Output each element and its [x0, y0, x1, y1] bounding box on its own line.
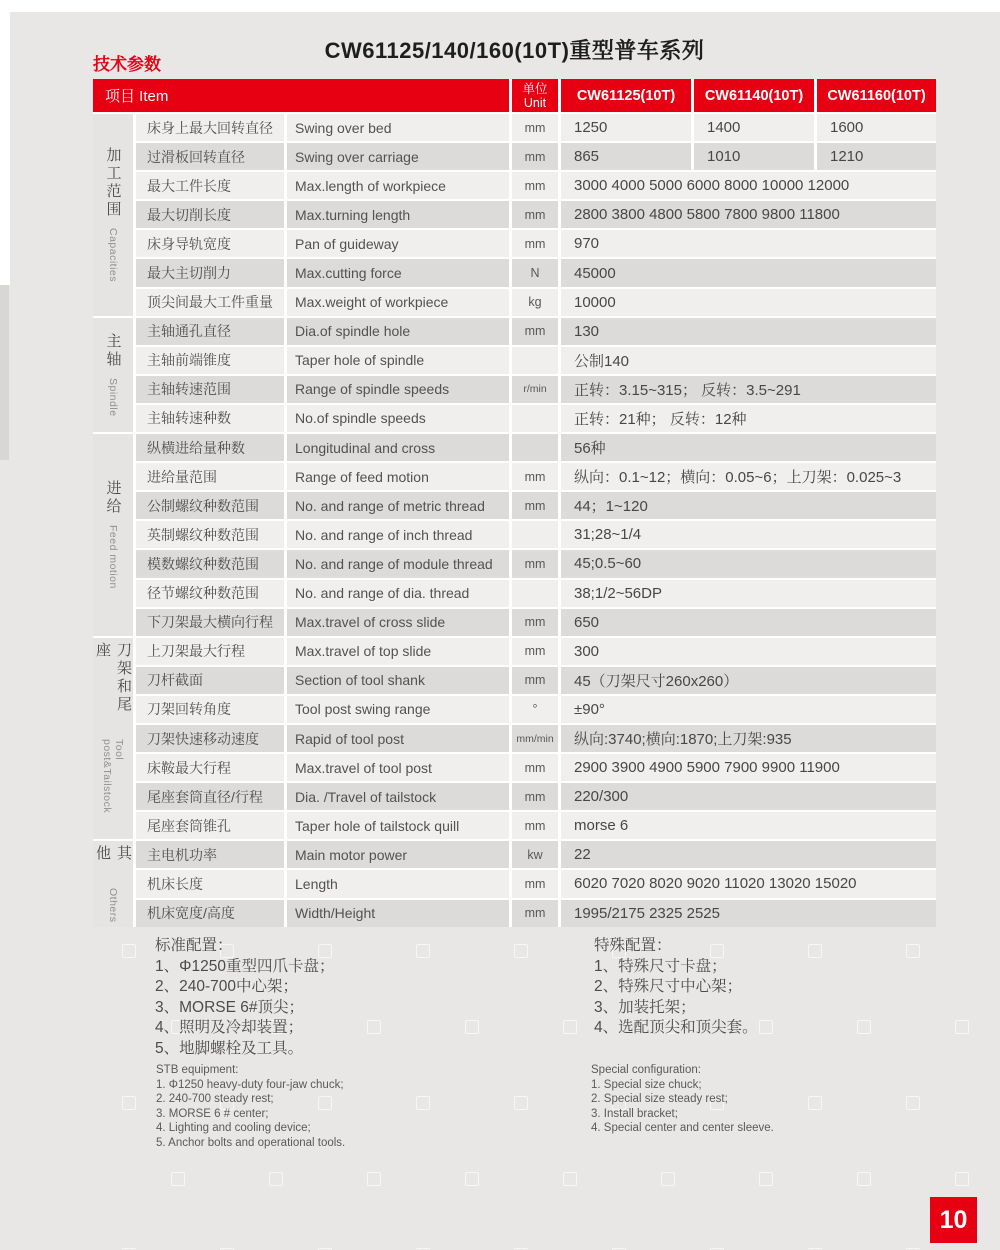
row-value: 6020 7020 8020 9020 11020 13020 15020	[561, 870, 936, 897]
row-unit: mm	[512, 754, 558, 781]
config-item: 3、加装托架；	[594, 998, 696, 1016]
group-label-en: Capacities	[107, 228, 119, 283]
row-unit: mm	[512, 143, 558, 170]
row-unit: mm	[512, 114, 558, 141]
config-item: 4. Lighting and cooling device;	[156, 1122, 311, 1134]
row-unit	[512, 405, 558, 432]
row-name-zh: 床身上最大回转直径	[136, 114, 284, 141]
table-header-unit-zh: 单位	[522, 81, 548, 96]
row-name-en: Rapid of tool post	[287, 725, 509, 752]
row-name-en: Taper hole of tailstock quill	[287, 812, 509, 839]
row-unit: kg	[512, 289, 558, 316]
watermark-square	[955, 1020, 969, 1034]
row-name-zh: 尾座套筒锥孔	[136, 812, 284, 839]
row-name-zh: 主轴转速种数	[136, 405, 284, 432]
watermark-square	[514, 944, 528, 958]
row-unit: mm	[512, 230, 558, 257]
row-unit: mm	[512, 667, 558, 694]
row-value: 1995/2175 2325 2525	[561, 900, 936, 927]
row-name-zh: 公制螺纹种数范围	[136, 492, 284, 519]
watermark-square	[367, 1020, 381, 1034]
group-label-en: Feed motion	[107, 525, 119, 590]
row-unit	[512, 434, 558, 461]
group-label-en: Tool post&Tailstock	[101, 738, 125, 813]
row-value: 45;0.5~60	[561, 550, 936, 577]
config-item: 5. Anchor bolts and operational tools.	[156, 1136, 346, 1149]
page-title: CW61125/140/160(10T)重型普车系列	[324, 38, 705, 63]
config-item: 4. Special center and center sleeve.	[591, 1122, 774, 1134]
row-value: ±90°	[561, 696, 936, 723]
watermark-square	[759, 1020, 773, 1034]
special-config-list-zh	[594, 936, 758, 1039]
row-unit: mm	[512, 550, 558, 577]
row-unit: mm	[512, 609, 558, 636]
page-number-badge: 10	[930, 1197, 977, 1243]
watermark-square	[906, 944, 920, 958]
row-name-zh: 机床宽度/高度	[136, 900, 284, 927]
standard-config-list-en	[156, 1063, 345, 1150]
model-column-header: CW61160(10T)	[817, 79, 936, 112]
table-header-unit	[512, 79, 558, 112]
config-item: 2、特殊尺寸中心架；	[594, 978, 743, 995]
row-value: 3000 4000 5000 6000 8000 10000 12000	[561, 172, 936, 199]
row-value: 公制140	[561, 347, 936, 374]
group-label-zh: 进给	[104, 480, 122, 517]
watermark-square	[857, 1172, 871, 1186]
config-item: 1、Φ1250重型四爪卡盘；	[155, 957, 335, 975]
config-item: 3. Install bracket;	[591, 1107, 678, 1120]
table-header-unit-en: Unit	[523, 95, 547, 110]
config-item: 2. Special size steady rest;	[591, 1093, 728, 1105]
row-unit: mm	[512, 783, 558, 810]
model-column-header: CW61125(10T)	[561, 79, 691, 112]
row-name-en: Range of spindle speeds	[287, 376, 509, 403]
row-name-zh: 刀杆截面	[136, 667, 284, 694]
row-name-en: No. and range of module thread	[287, 550, 509, 577]
group-label	[93, 841, 133, 926]
row-unit: mm	[512, 318, 558, 345]
row-name-en: No. and range of metric thread	[287, 492, 509, 519]
row-value: 300	[561, 638, 936, 665]
row-name-zh: 刀架回转角度	[136, 696, 284, 723]
row-unit: N	[512, 259, 558, 286]
spec-table	[93, 79, 936, 927]
watermark-square	[563, 1172, 577, 1186]
model-column-header: CW61140(10T)	[694, 79, 814, 112]
row-value: 130	[561, 318, 936, 345]
row-name-zh: 主电机功率	[136, 841, 284, 868]
watermark-square	[122, 1096, 136, 1110]
row-name-zh: 模数螺纹种数范围	[136, 550, 284, 577]
row-unit: r/min	[512, 376, 558, 403]
watermark-square	[955, 1172, 969, 1186]
watermark-square	[269, 1172, 283, 1186]
row-value: 1600	[817, 114, 936, 141]
row-name-en: Main motor power	[287, 841, 509, 868]
row-value: 45（刀架尺寸260x260）	[561, 667, 936, 694]
row-name-zh: 英制螺纹种数范围	[136, 521, 284, 548]
row-unit: kw	[512, 841, 558, 868]
row-name-zh: 床身导轨宽度	[136, 230, 284, 257]
row-name-en: No. and range of dia. thread	[287, 580, 509, 607]
config-item: 3. MORSE 6 # center;	[156, 1107, 269, 1120]
row-value: 38;1/2~56DP	[561, 580, 936, 607]
group-label	[93, 434, 133, 636]
group-label	[93, 114, 133, 316]
row-value: 22	[561, 841, 936, 868]
config-item: 1. Special size chuck;	[591, 1078, 702, 1091]
section-label: 技术参数	[93, 55, 161, 74]
watermark-square	[122, 944, 136, 958]
row-value: 44；1~120	[561, 492, 936, 519]
row-name-zh: 主轴通孔直径	[136, 318, 284, 345]
row-unit	[512, 347, 558, 374]
row-name-zh: 床鞍最大行程	[136, 754, 284, 781]
row-name-zh: 顶尖间最大工件重量	[136, 289, 284, 316]
standard-config-list-zh	[155, 936, 334, 1059]
row-unit: mm	[512, 638, 558, 665]
row-name-zh: 进给量范围	[136, 463, 284, 490]
group-label-zh: 加工范围	[104, 147, 122, 220]
row-value: 10000	[561, 289, 936, 316]
row-name-zh: 纵横进给量种数	[136, 434, 284, 461]
config-heading: Special configuration:	[591, 1064, 701, 1076]
watermark-square	[465, 1020, 479, 1034]
row-value: 纵向:3740;横向:1870;上刀架:935	[561, 725, 936, 752]
row-value: 31;28~1/4	[561, 521, 936, 548]
row-name-en: Max.length of workpiece	[287, 172, 509, 199]
row-name-zh: 径节螺纹种数范围	[136, 580, 284, 607]
row-name-en: Section of tool shank	[287, 667, 509, 694]
row-name-en: Max.travel of top slide	[287, 638, 509, 665]
row-name-zh: 过滑板回转直径	[136, 143, 284, 170]
row-value: 56种	[561, 434, 936, 461]
page-left-margin	[0, 12, 10, 285]
config-item: 1、特殊尺寸卡盘；	[594, 957, 727, 975]
row-name-en: Dia. /Travel of tailstock	[287, 783, 509, 810]
watermark-square	[808, 1096, 822, 1110]
watermark-square	[416, 1096, 430, 1110]
row-name-en: Taper hole of spindle	[287, 347, 509, 374]
table-header-item: 项目 Item	[93, 79, 509, 112]
row-unit: mm	[512, 900, 558, 927]
group-label-zh: 刀架和尾座	[94, 641, 132, 714]
row-name-en: Longitudinal and cross	[287, 434, 509, 461]
row-unit: mm	[512, 463, 558, 490]
row-value: 970	[561, 230, 936, 257]
config-heading: 特殊配置：	[594, 937, 672, 954]
group-label-en: Others	[107, 888, 119, 923]
row-unit	[512, 580, 558, 607]
watermark-square	[171, 1172, 185, 1186]
row-unit: mm	[512, 201, 558, 228]
group-label	[93, 318, 133, 432]
watermark-square	[367, 1172, 381, 1186]
row-value: 正转：3.15~315； 反转：3.5~291	[561, 376, 936, 403]
row-name-en: Width/Height	[287, 900, 509, 927]
row-value: 正转：21种； 反转：12种	[561, 405, 936, 432]
row-value: 纵向：0.1~12；横向：0.05~6；上刀架：0.025~3	[561, 463, 936, 490]
row-name-en: Max.cutting force	[287, 259, 509, 286]
row-unit: mm	[512, 812, 558, 839]
page-edge-strip	[0, 285, 9, 460]
watermark-square	[514, 1096, 528, 1110]
row-unit: °	[512, 696, 558, 723]
config-item: 1. Φ1250 heavy-duty four-jaw chuck;	[156, 1078, 344, 1091]
config-item: 5、地脚螺栓及工具。	[155, 1039, 304, 1057]
row-name-zh: 机床长度	[136, 870, 284, 897]
row-name-en: Swing over carriage	[287, 143, 509, 170]
watermark-square	[857, 1020, 871, 1034]
group-label-zh: 主轴	[104, 333, 122, 370]
row-value: 650	[561, 609, 936, 636]
group-label-zh: 其他	[94, 845, 132, 864]
row-name-zh: 主轴转速范围	[136, 376, 284, 403]
group-label-en: Spindle	[107, 378, 119, 417]
row-value: morse 6	[561, 812, 936, 839]
row-name-en: Length	[287, 870, 509, 897]
row-value: 1210	[817, 143, 936, 170]
row-value: 865	[561, 143, 691, 170]
watermark-square	[759, 1172, 773, 1186]
row-name-zh: 主轴前端锥度	[136, 347, 284, 374]
row-unit: mm	[512, 492, 558, 519]
config-heading: 标准配置：	[155, 937, 233, 954]
row-value: 2900 3900 4900 5900 7900 9900 11900	[561, 754, 936, 781]
row-value: 1400	[694, 114, 814, 141]
config-item: 2、240-700中心架；	[155, 978, 299, 995]
row-value: 2800 3800 4800 5800 7800 9800 11800	[561, 201, 936, 228]
special-config-list-en	[591, 1063, 774, 1136]
row-value: 1250	[561, 114, 691, 141]
watermark-square	[808, 944, 822, 958]
watermark-square	[465, 1172, 479, 1186]
row-name-en: No.of spindle speeds	[287, 405, 509, 432]
watermark-square	[563, 1020, 577, 1034]
row-name-zh: 最大主切削力	[136, 259, 284, 286]
watermark-square	[661, 1172, 675, 1186]
config-item: 3、MORSE 6#顶尖；	[155, 998, 305, 1016]
row-value: 1010	[694, 143, 814, 170]
row-name-en: Max.turning length	[287, 201, 509, 228]
row-unit: mm	[512, 172, 558, 199]
row-name-zh: 刀架快速移动速度	[136, 725, 284, 752]
config-item: 4、照明及冷却装置；	[155, 1019, 304, 1036]
config-heading: STB equipment:	[156, 1064, 239, 1076]
row-unit: mm/min	[512, 725, 558, 752]
watermark-square	[906, 1096, 920, 1110]
row-name-zh: 最大工件长度	[136, 172, 284, 199]
row-name-zh: 下刀架最大横向行程	[136, 609, 284, 636]
row-name-en: Max.weight of workpiece	[287, 289, 509, 316]
row-unit	[512, 521, 558, 548]
row-name-zh: 尾座套筒直径/行程	[136, 783, 284, 810]
row-name-en: No. and range of inch thread	[287, 521, 509, 548]
row-name-en: Tool post swing range	[287, 696, 509, 723]
row-name-zh: 最大切削长度	[136, 201, 284, 228]
row-name-en: Max.travel of tool post	[287, 754, 509, 781]
config-item: 4、选配顶尖和顶尖套。	[594, 1019, 758, 1036]
row-name-en: Swing over bed	[287, 114, 509, 141]
row-name-en: Range of feed motion	[287, 463, 509, 490]
row-value: 45000	[561, 259, 936, 286]
row-name-en: Max.travel of cross slide	[287, 609, 509, 636]
row-name-en: Pan of guideway	[287, 230, 509, 257]
group-label	[93, 638, 133, 840]
watermark-square	[416, 944, 430, 958]
row-unit: mm	[512, 870, 558, 897]
config-item: 2. 240-700 steady rest;	[156, 1093, 274, 1105]
row-name-en: Dia.of spindle hole	[287, 318, 509, 345]
row-name-zh: 上刀架最大行程	[136, 638, 284, 665]
row-value: 220/300	[561, 783, 936, 810]
